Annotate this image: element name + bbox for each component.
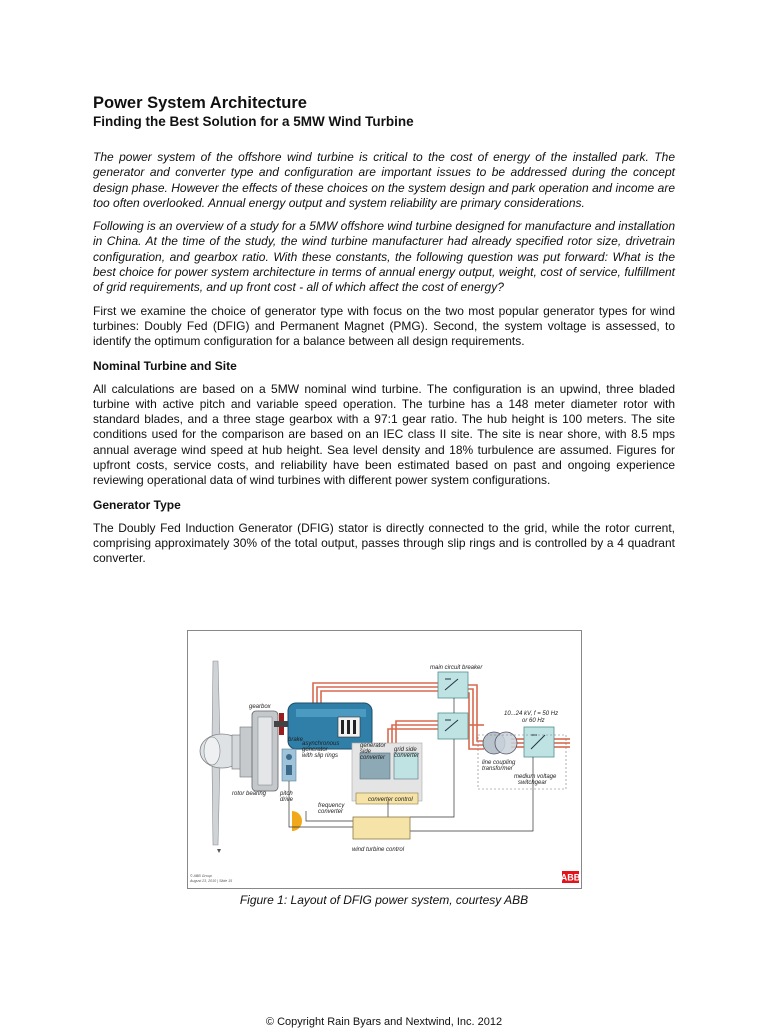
- label-gen-side-2: side: [360, 749, 372, 755]
- label-mv-switchgear-1: medium voltage: [514, 774, 557, 780]
- figure-caption: Figure 1: Layout of DFIG power system, courtesy ABB: [239, 893, 529, 907]
- label-converter-control: converter control: [368, 797, 413, 803]
- small-print-2: August 23, 2010 | Slide 15: [190, 879, 233, 883]
- label-grid-side-2: converter: [394, 753, 420, 759]
- label-grid-side-1: grid side: [394, 747, 417, 753]
- grid-breaker: [438, 713, 468, 739]
- wind-turbine-control-box: [353, 817, 410, 839]
- label-pitch-drive-2: drive: [280, 797, 294, 803]
- label-main-breaker: main circuit breaker: [430, 665, 483, 671]
- label-voltage-1: 10...24 kV, f = 50 Hz: [504, 711, 559, 717]
- label-freq-conv-2: converter: [318, 809, 344, 815]
- page-subtitle: Finding the Best Solution for a 5MW Wind Turbine: [93, 114, 414, 129]
- dfig-diagram: [188, 631, 581, 888]
- section-body-generator: The Doubly Fed Induction Generator (DFIG) stator is directly connected to the grid, while the rotor current, comprising approximately 30% of the total output, passes through slip rings and is controlled by a 4 quadrant converter.: [93, 520, 675, 566]
- abb-logo: [561, 871, 581, 883]
- sun-icon: [292, 811, 302, 831]
- intro-paragraph-2: Following is an overview of a study for a 5MW offshore wind turbine designed for manufacture and installation in China. At the time of the study, the wind turbine manufacturer had already specified rotor size, drivetrain configuration, and gearbox ratio. With these constants, the following question was put forward: What is the best choice for power system architecture in terms of annual energy output, weight, cost of service, fulfillment of grid requirements, and up front cost - all of which affect the cost of energy?: [93, 219, 675, 295]
- document-body: [93, 94, 675, 567]
- page-title: Power System Architecture: [93, 94, 307, 112]
- dfig-figure: [187, 630, 582, 889]
- label-async-gen-2: generator: [302, 747, 328, 753]
- label-gen-side-1: generator: [360, 743, 386, 749]
- main-circuit-breaker: [438, 672, 468, 698]
- small-print-1: © ABB Group: [190, 874, 212, 878]
- arrow-icon: [217, 849, 221, 853]
- mv-switchgear: [524, 727, 554, 757]
- label-gearbox: gearbox: [249, 704, 271, 710]
- pitch-drive-icon: [282, 749, 296, 781]
- section-heading-nominal: Nominal Turbine and Site: [93, 358, 237, 373]
- label-brake: brake: [288, 737, 304, 743]
- section-heading-generator: Generator Type: [93, 497, 181, 512]
- label-voltage-2: or 60 Hz: [522, 718, 545, 724]
- label-mv-switchgear-2: switchgear: [518, 780, 547, 786]
- label-gen-side-3: converter: [360, 755, 386, 761]
- intro-paragraph-1: The power system of the offshore wind turbine is critical to the cost of energy of the installed park. The generator and converter type and configuration are important issues to be addressed during the concept design phase. However the effects of these choices on the system design and park operation and income are too often overlooked. Annual energy output and system reliability are primary considerations.: [93, 150, 675, 210]
- paragraph-3: First we examine the choice of generator type with focus on the two most popular generator types for wind turbines: Doubly Fed (DFIG) and Permanent Magnet (PMG). Second, the system voltage is assessed, to identify the optimum configuration for a balance between all design requirements.: [93, 303, 675, 349]
- nacelle-housing: [232, 727, 254, 777]
- label-line-coupling-1: line coupling: [482, 760, 516, 766]
- label-async-gen-1: asynchronous: [302, 741, 340, 747]
- copyright-footer: © Copyright Rain Byars and Nextwind, Inc. 2012: [265, 1016, 503, 1028]
- label-line-coupling-2: transformer: [482, 766, 513, 772]
- label-rotor-bearing: rotor bearing: [232, 791, 267, 797]
- label-freq-conv-1: frequency: [318, 803, 345, 809]
- abb-logo-text: ABB: [560, 872, 581, 883]
- label-wind-turbine-control: wind turbine control: [352, 847, 405, 853]
- label-pitch-drive-1: pitch: [280, 791, 293, 797]
- section-body-nominal: All calculations are based on a 5MW nominal wind turbine. The configuration is an upwind, three bladed turbine with active pitch and variable speed operation. The turbine has a 148 meter diameter rotor with standard blades, and a three stage gearbox with a 97:1 gear ratio. The hub height is 100 meters. The site conditions used for the comparison are based on an IEC class II site. The site is near shore, with 8.5 mps annual average wind speed at hub height. Sea level density and 18% turbulence are assumed. Figures for upfront costs, service costs, and reliability have been estimated based on past and ongoing experience reviewing operational data of wind turbines with different power system configurations.: [93, 381, 675, 488]
- label-async-gen-3: with slip rings: [302, 753, 339, 759]
